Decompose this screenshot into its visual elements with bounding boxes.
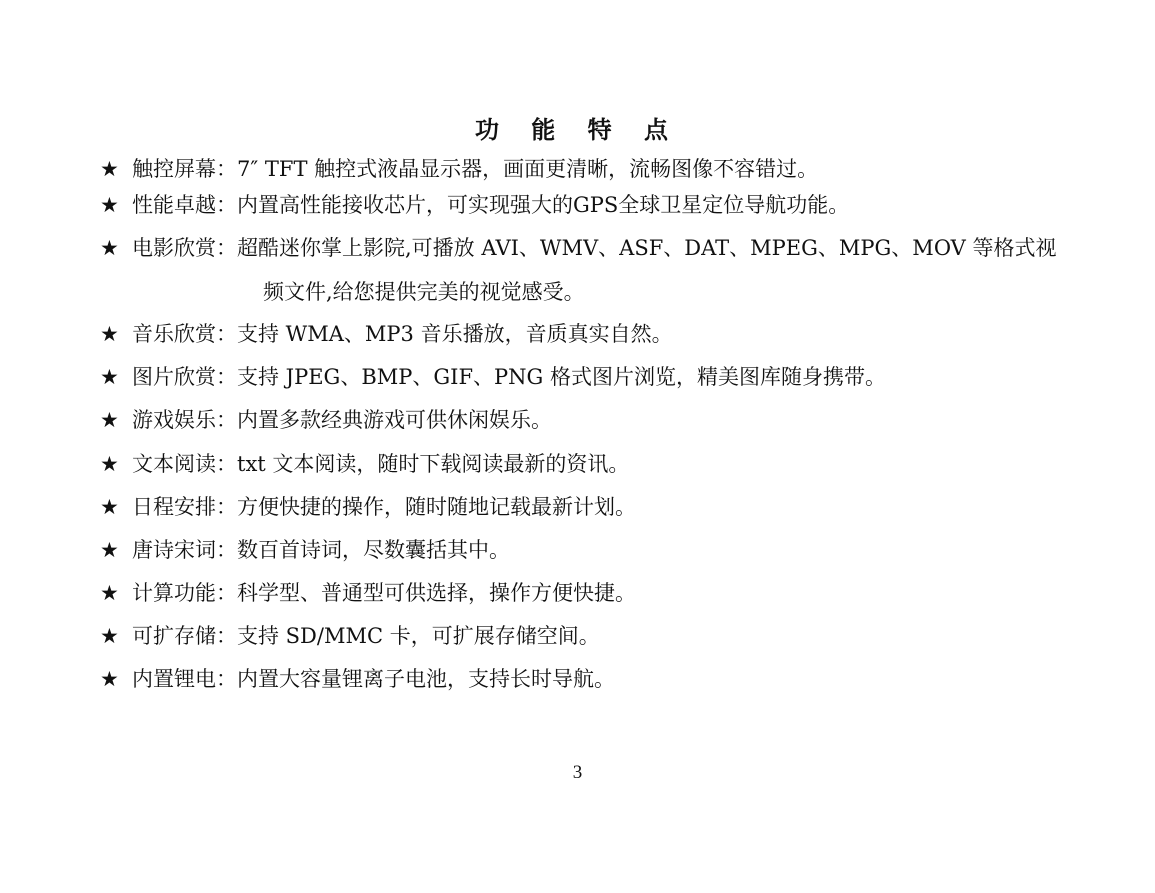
feature-description: 支持 JPEG、BMP、GIF、PNG 格式图片浏览，精美图库随身携带。 <box>237 365 886 389</box>
feature-item <box>100 493 1110 521</box>
feature-label: 唐诗宋词： <box>132 538 237 562</box>
feature-item <box>100 450 1110 478</box>
star-icon: ★ <box>100 408 119 432</box>
star-icon: ★ <box>100 624 119 648</box>
star-icon: ★ <box>100 157 119 181</box>
page-number: 3 <box>572 762 583 783</box>
star-icon: ★ <box>100 452 119 476</box>
feature-label: 音乐欣赏： <box>132 322 237 346</box>
feature-label: 触控屏幕： <box>132 157 237 181</box>
feature-label: 内置锂电： <box>132 667 237 691</box>
star-icon: ★ <box>100 581 119 605</box>
star-icon: ★ <box>100 667 119 691</box>
feature-item <box>100 191 1110 219</box>
feature-description: 科学型、普通型可供选择，操作方便快捷。 <box>237 581 636 605</box>
feature-item <box>100 665 1110 693</box>
feature-description: 数百首诗词，尽数囊括其中。 <box>237 538 510 562</box>
star-icon: ★ <box>100 495 119 519</box>
feature-item <box>100 406 1110 434</box>
feature-description: 内置大容量锂离子电池，支持长时导航。 <box>237 667 615 691</box>
feature-item <box>100 363 1110 391</box>
feature-item <box>100 234 1110 262</box>
feature-label: 图片欣赏： <box>132 365 237 389</box>
page-title: 功 能 特 点 <box>474 116 681 144</box>
feature-label: 游戏娱乐： <box>132 408 237 432</box>
feature-label: 电影欣赏： <box>132 236 237 260</box>
feature-description: 超酷迷你掌上影院,可播放 AVI、WMV、ASF、DAT、MPEG、MPG、MOV 等格式视 <box>237 236 1057 260</box>
feature-item <box>100 155 1110 183</box>
feature-description: 内置多款经典游戏可供休闲娱乐。 <box>237 408 552 432</box>
feature-label: 计算功能： <box>132 581 237 605</box>
feature-description: 7″ TFT 触控式液晶显示器，画面更清晰，流畅图像不容错过。 <box>237 157 819 181</box>
feature-item <box>100 579 1110 607</box>
feature-item <box>100 536 1110 564</box>
feature-item <box>100 622 1110 650</box>
feature-item <box>100 320 1110 348</box>
feature-description: txt 文本阅读，随时下载阅读最新的资讯。 <box>237 452 630 476</box>
feature-description-continuation: 频文件,给您提供完美的视觉感受。 <box>263 280 585 304</box>
feature-description: 内置高性能接收芯片，可实现强大的GPS全球卫星定位导航功能。 <box>237 193 850 217</box>
feature-description: 支持 WMA、MP3 音乐播放，音质真实自然。 <box>237 322 673 346</box>
star-icon: ★ <box>100 322 119 346</box>
feature-description: 支持 SD/MMC 卡，可扩展存储空间。 <box>237 624 600 648</box>
star-icon: ★ <box>100 365 119 389</box>
feature-label: 可扩存储： <box>132 624 237 648</box>
star-icon: ★ <box>100 193 119 217</box>
feature-description: 方便快捷的操作，随时随地记载最新计划。 <box>237 495 636 519</box>
star-icon: ★ <box>100 236 119 260</box>
feature-label: 日程安排： <box>132 495 237 519</box>
feature-label: 文本阅读： <box>132 452 237 476</box>
feature-label: 性能卓越： <box>132 193 237 217</box>
star-icon: ★ <box>100 538 119 562</box>
